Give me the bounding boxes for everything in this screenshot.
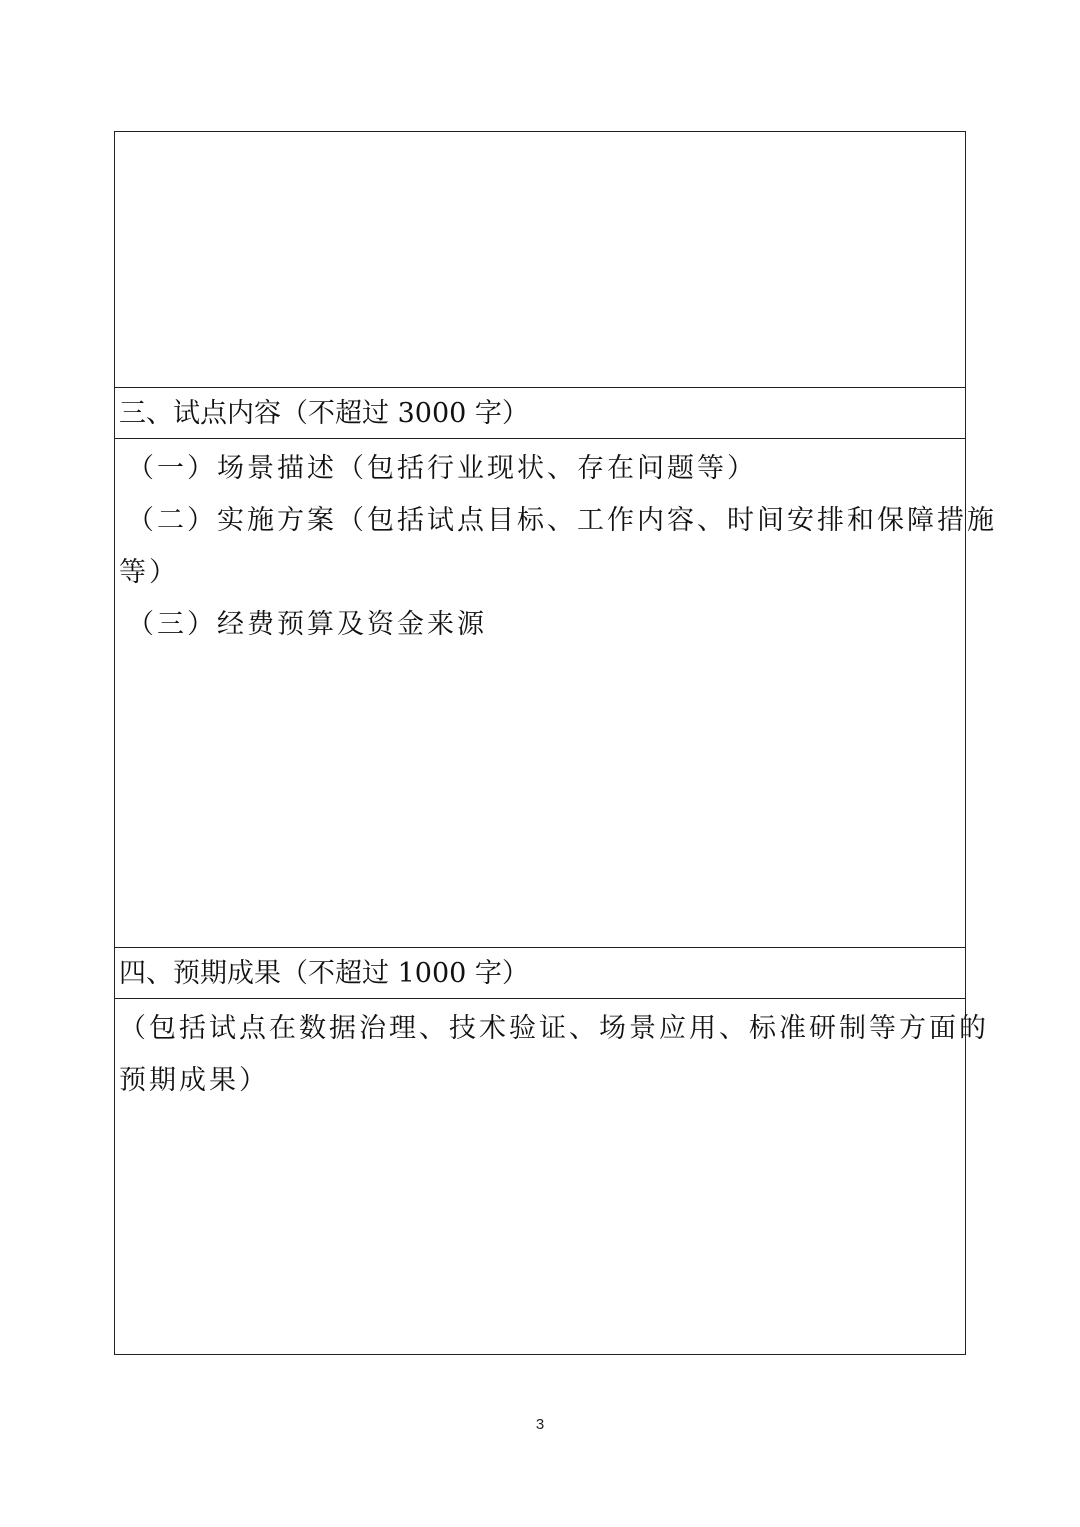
section-3-item-1: （一）场景描述（包括行业现状、存在问题等）: [127, 453, 757, 484]
page-number: 3: [535, 1416, 545, 1433]
section-4-description-line-1: （包括试点在数据治理、技术验证、场景应用、标准研制等方面的: [119, 1013, 989, 1044]
section-4-heading-text: 四、预期成果（不超过 1000 字）: [119, 958, 529, 989]
section-4-heading: [115, 947, 965, 998]
section-4-content-area: [115, 998, 989, 1354]
previous-section-content-area: [115, 132, 965, 387]
section-3-item-2: （二）实施方案（包括试点目标、工作内容、时间安排和保障措施: [127, 505, 997, 536]
section-3-item-3: （三）经费预算及资金来源: [127, 609, 487, 640]
application-form-table: [114, 131, 997, 1355]
section-3-heading-text: 三、试点内容（不超过 3000 字）: [119, 398, 529, 429]
section-3-content-area: [115, 438, 997, 947]
section-3-item-2-continued: 等）: [119, 557, 179, 588]
section-4-description-line-2: 预期成果）: [119, 1065, 269, 1096]
section-3-heading: [115, 387, 965, 438]
